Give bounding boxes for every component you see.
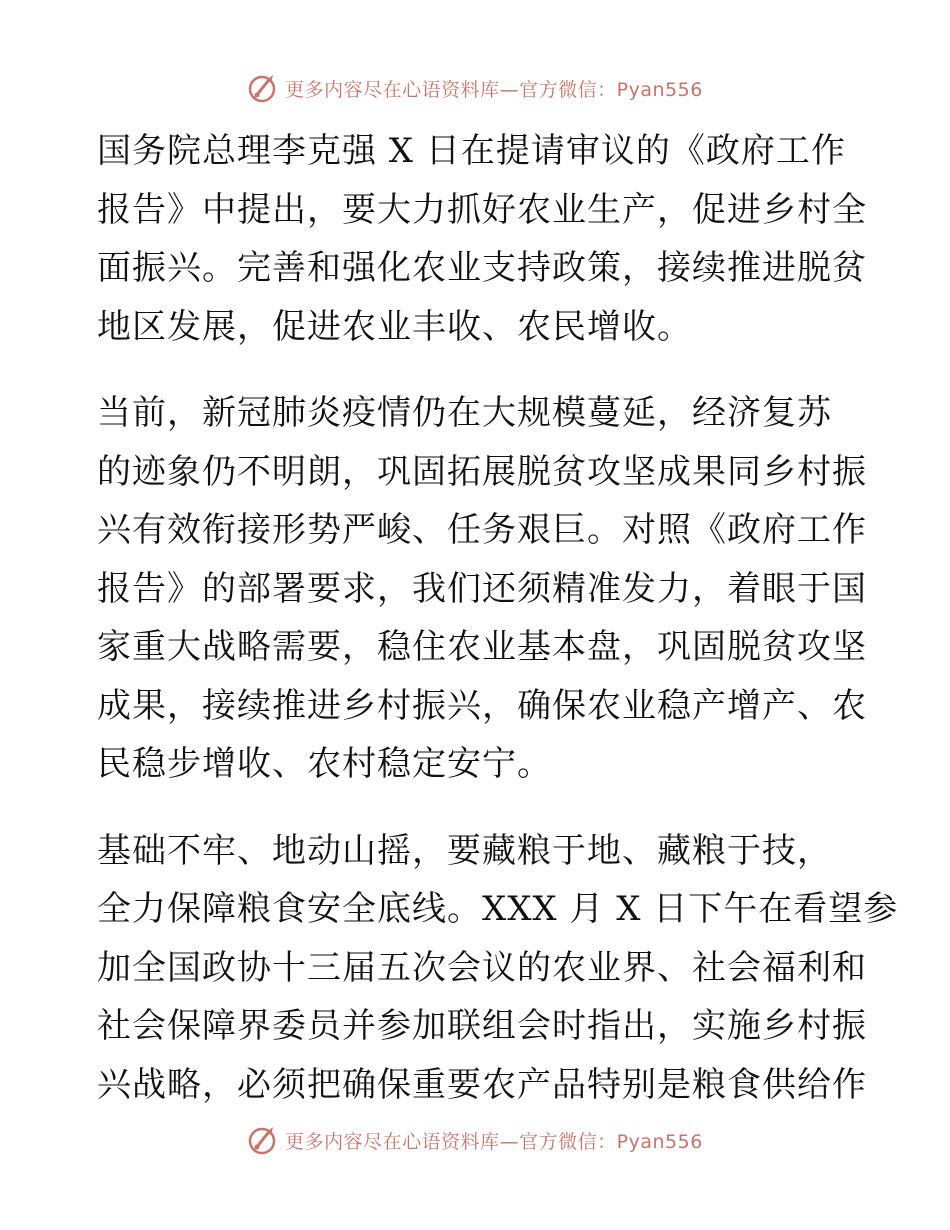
text-line: 国务院总理李克强 X 日在提请审议的《政府工作: [97, 131, 846, 171]
watermark-text: 更多内容尽在心语资料库—官方微信：Pyan556: [285, 1130, 703, 1153]
paragraph-1: [97, 122, 867, 356]
text-line: 报告》的部署要求，我们还须精准发力，着眼于国: [97, 568, 867, 609]
brush-logo-icon: [247, 1124, 279, 1156]
document-body: [97, 122, 899, 1142]
text-line: 全力保障粮食安全底线。XXX 月 X 日下午在看望参: [97, 889, 899, 929]
text-line: 兴战略，必须把确保重要农产品特别是粮食供给作: [97, 1064, 867, 1105]
text-line: 成果，接续推进乡村振兴，确保农业稳产增产、农: [97, 685, 867, 726]
paragraph-2: [97, 384, 867, 794]
text-line: 加全国政协十三届五次会议的农业界、社会福利和: [97, 947, 867, 988]
footer-watermark: [0, 1124, 950, 1156]
header-watermark: [0, 72, 950, 104]
text-line: 基础不牢、地动山摇，要藏粮于地、藏粮于技，: [97, 830, 832, 871]
text-line: 的迹象仍不明朗，巩固拓展脱贫攻坚成果同乡村振: [97, 451, 867, 492]
text-line: 家重大战略需要，稳住农业基本盘，巩固脱贫攻坚: [97, 627, 867, 667]
paragraph-3: [97, 822, 899, 1115]
text-line: 报告》中提出，要大力抓好农业生产，促进乡村全: [97, 189, 867, 230]
watermark-text: 更多内容尽在心语资料库—官方微信：Pyan556: [285, 78, 703, 101]
text-line: 民稳步增收、农村稳定安宁。: [97, 744, 552, 784]
text-line: 兴有效衔接形势严峻、任务艰巨。对照《政府工作: [97, 510, 867, 550]
text-line: 面振兴。完善和强化农业支持政策，接续推进脱贫: [97, 248, 867, 288]
text-line: 社会保障界委员并参加联组会时指出，实施乡村振: [97, 1006, 867, 1046]
brush-logo-icon: [247, 72, 279, 104]
text-line: 地区发展，促进农业丰收、农民增收。: [97, 306, 692, 347]
text-line: 当前，新冠肺炎疫情仍在大规模蔓延，经济复苏: [97, 393, 832, 433]
